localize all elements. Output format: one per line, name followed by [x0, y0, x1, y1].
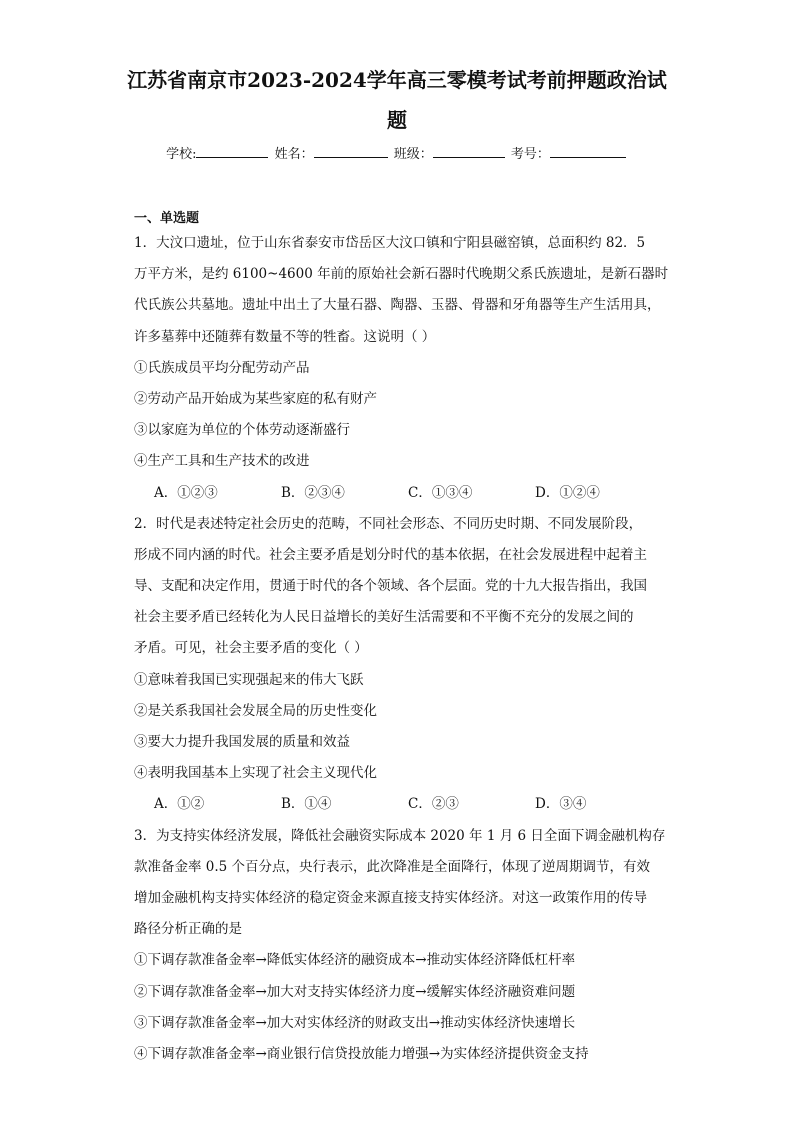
q2-item: ④表明我国基本上实现了社会主义现代化 — [134, 765, 377, 782]
q1-options — [134, 478, 662, 509]
exam-title — [100, 60, 694, 140]
q3-stem-line: 3．为支持实体经济发展，降低社会融资实际成本 2020 年 1 月 6 日全面下调金融机构存 — [134, 827, 666, 844]
q3-stem-line: 增加金融机构支持实体经济的稳定资金来源直接支持实体经济。对这一政策作用的传导 — [134, 889, 647, 906]
q3-item: ④下调存款准备金率→商业银行信贷投放能力增强→为实体经济提供资金支持 — [134, 1045, 589, 1062]
q1-stem-line: 许多墓葬中还随葬有数量不等的牲畜。这说明（ ） — [134, 328, 436, 345]
q1-stem-line: 代氏族公共墓地。遗址中出土了大量石器、陶器、玉器、骨器和牙角器等生产生活用具， — [134, 297, 661, 314]
q3-stem-line: 款准备金率 0.5 个百分点，央行表示，此次降准是全面降行，体现了逆周期调节，有效 — [134, 858, 651, 875]
q2-option-a[interactable]: A．①② — [154, 796, 205, 813]
q1-item: ④生产工具和生产技术的改进 — [134, 453, 310, 470]
school-label: 学校: — [166, 147, 197, 162]
q2-stem-line: 形成不同内涵的时代。社会主要矛盾是划分时代的基本依据，在社会发展进程中起着主 — [134, 546, 647, 563]
number-blank[interactable] — [550, 143, 626, 158]
q3-item: ③下调存款准备金率→加大对实体经济的财政支出→推动实体经济快速增长 — [134, 1014, 576, 1031]
q2-stem-line: 2．时代是表述特定社会历史的范畴，不同社会形态、不同历史时期、不同发展阶段， — [134, 515, 643, 532]
q2-option-b[interactable]: B．①④ — [281, 796, 332, 813]
class-blank[interactable] — [433, 143, 505, 158]
student-info-row — [0, 143, 794, 162]
title-line-2: 题 — [387, 108, 407, 132]
section-heading: 一、单选题 — [134, 211, 200, 226]
q2-stem-line: 导、支配和决定作用，贯通于时代的各个领域、各个层面。党的十九大报告指出，我国 — [134, 578, 647, 595]
name-blank[interactable] — [314, 143, 388, 158]
q1-option-a[interactable]: A．①②③ — [154, 484, 218, 501]
questions-body — [134, 228, 669, 1070]
q2-stem-line: 矛盾。可见，社会主要矛盾的变化（ ） — [134, 640, 368, 657]
q2-item: ①意味着我国已实现强起来的伟大飞跃 — [134, 671, 364, 688]
q1-option-c[interactable]: C．①③④ — [408, 484, 473, 501]
q3-item: ②下调存款准备金率→加大对支持实体经济力度→缓解实体经济融资难问题 — [134, 983, 576, 1000]
number-label: 考号： — [510, 147, 550, 162]
q2-item: ②是关系我国社会发展全局的历史性变化 — [134, 702, 377, 719]
q2-stem-line: 社会主要矛盾已经转化为人民日益增长的美好生活需要和不平衡不充分的发展之间的 — [134, 609, 634, 626]
q3-item: ①下调存款准备金率→降低实体经济的融资成本→推动实体经济降低杠杆率 — [134, 952, 576, 969]
q1-item: ③以家庭为单位的个体劳动逐渐盛行 — [134, 422, 350, 439]
q1-option-b[interactable]: B．②③④ — [281, 484, 345, 501]
q2-item: ③要大力提升我国发展的质量和效益 — [134, 734, 350, 750]
class-label: 班级： — [393, 147, 433, 162]
title-line-1: 江苏省南京市2023-2024学年高三零模考试考前押题政治试 — [127, 68, 667, 92]
q1-option-d[interactable]: D．①②④ — [535, 484, 600, 501]
q1-stem-line: 万平方米，是约 6100~4600 年前的原始社会新石器时代晚期父系氏族遗址，是新石器时 — [134, 266, 669, 283]
q1-stem-line: 1．大汶口遗址，位于山东省泰安市岱岳区大汶口镇和宁阳县磁窑镇，总面积约 82．5 — [134, 235, 646, 251]
q2-option-c[interactable]: C．②③ — [408, 796, 459, 813]
q2-option-d[interactable]: D．③④ — [535, 796, 587, 813]
name-label: 姓名： — [274, 147, 314, 162]
q3-stem-line: 路径分析正确的是 — [134, 921, 242, 938]
q1-item: ②劳动产品开始成为某些家庭的私有财产 — [134, 390, 377, 407]
q1-item: ①氏族成员平均分配劳动产品 — [134, 359, 310, 376]
school-blank[interactable] — [196, 143, 268, 158]
q2-options — [134, 789, 662, 820]
